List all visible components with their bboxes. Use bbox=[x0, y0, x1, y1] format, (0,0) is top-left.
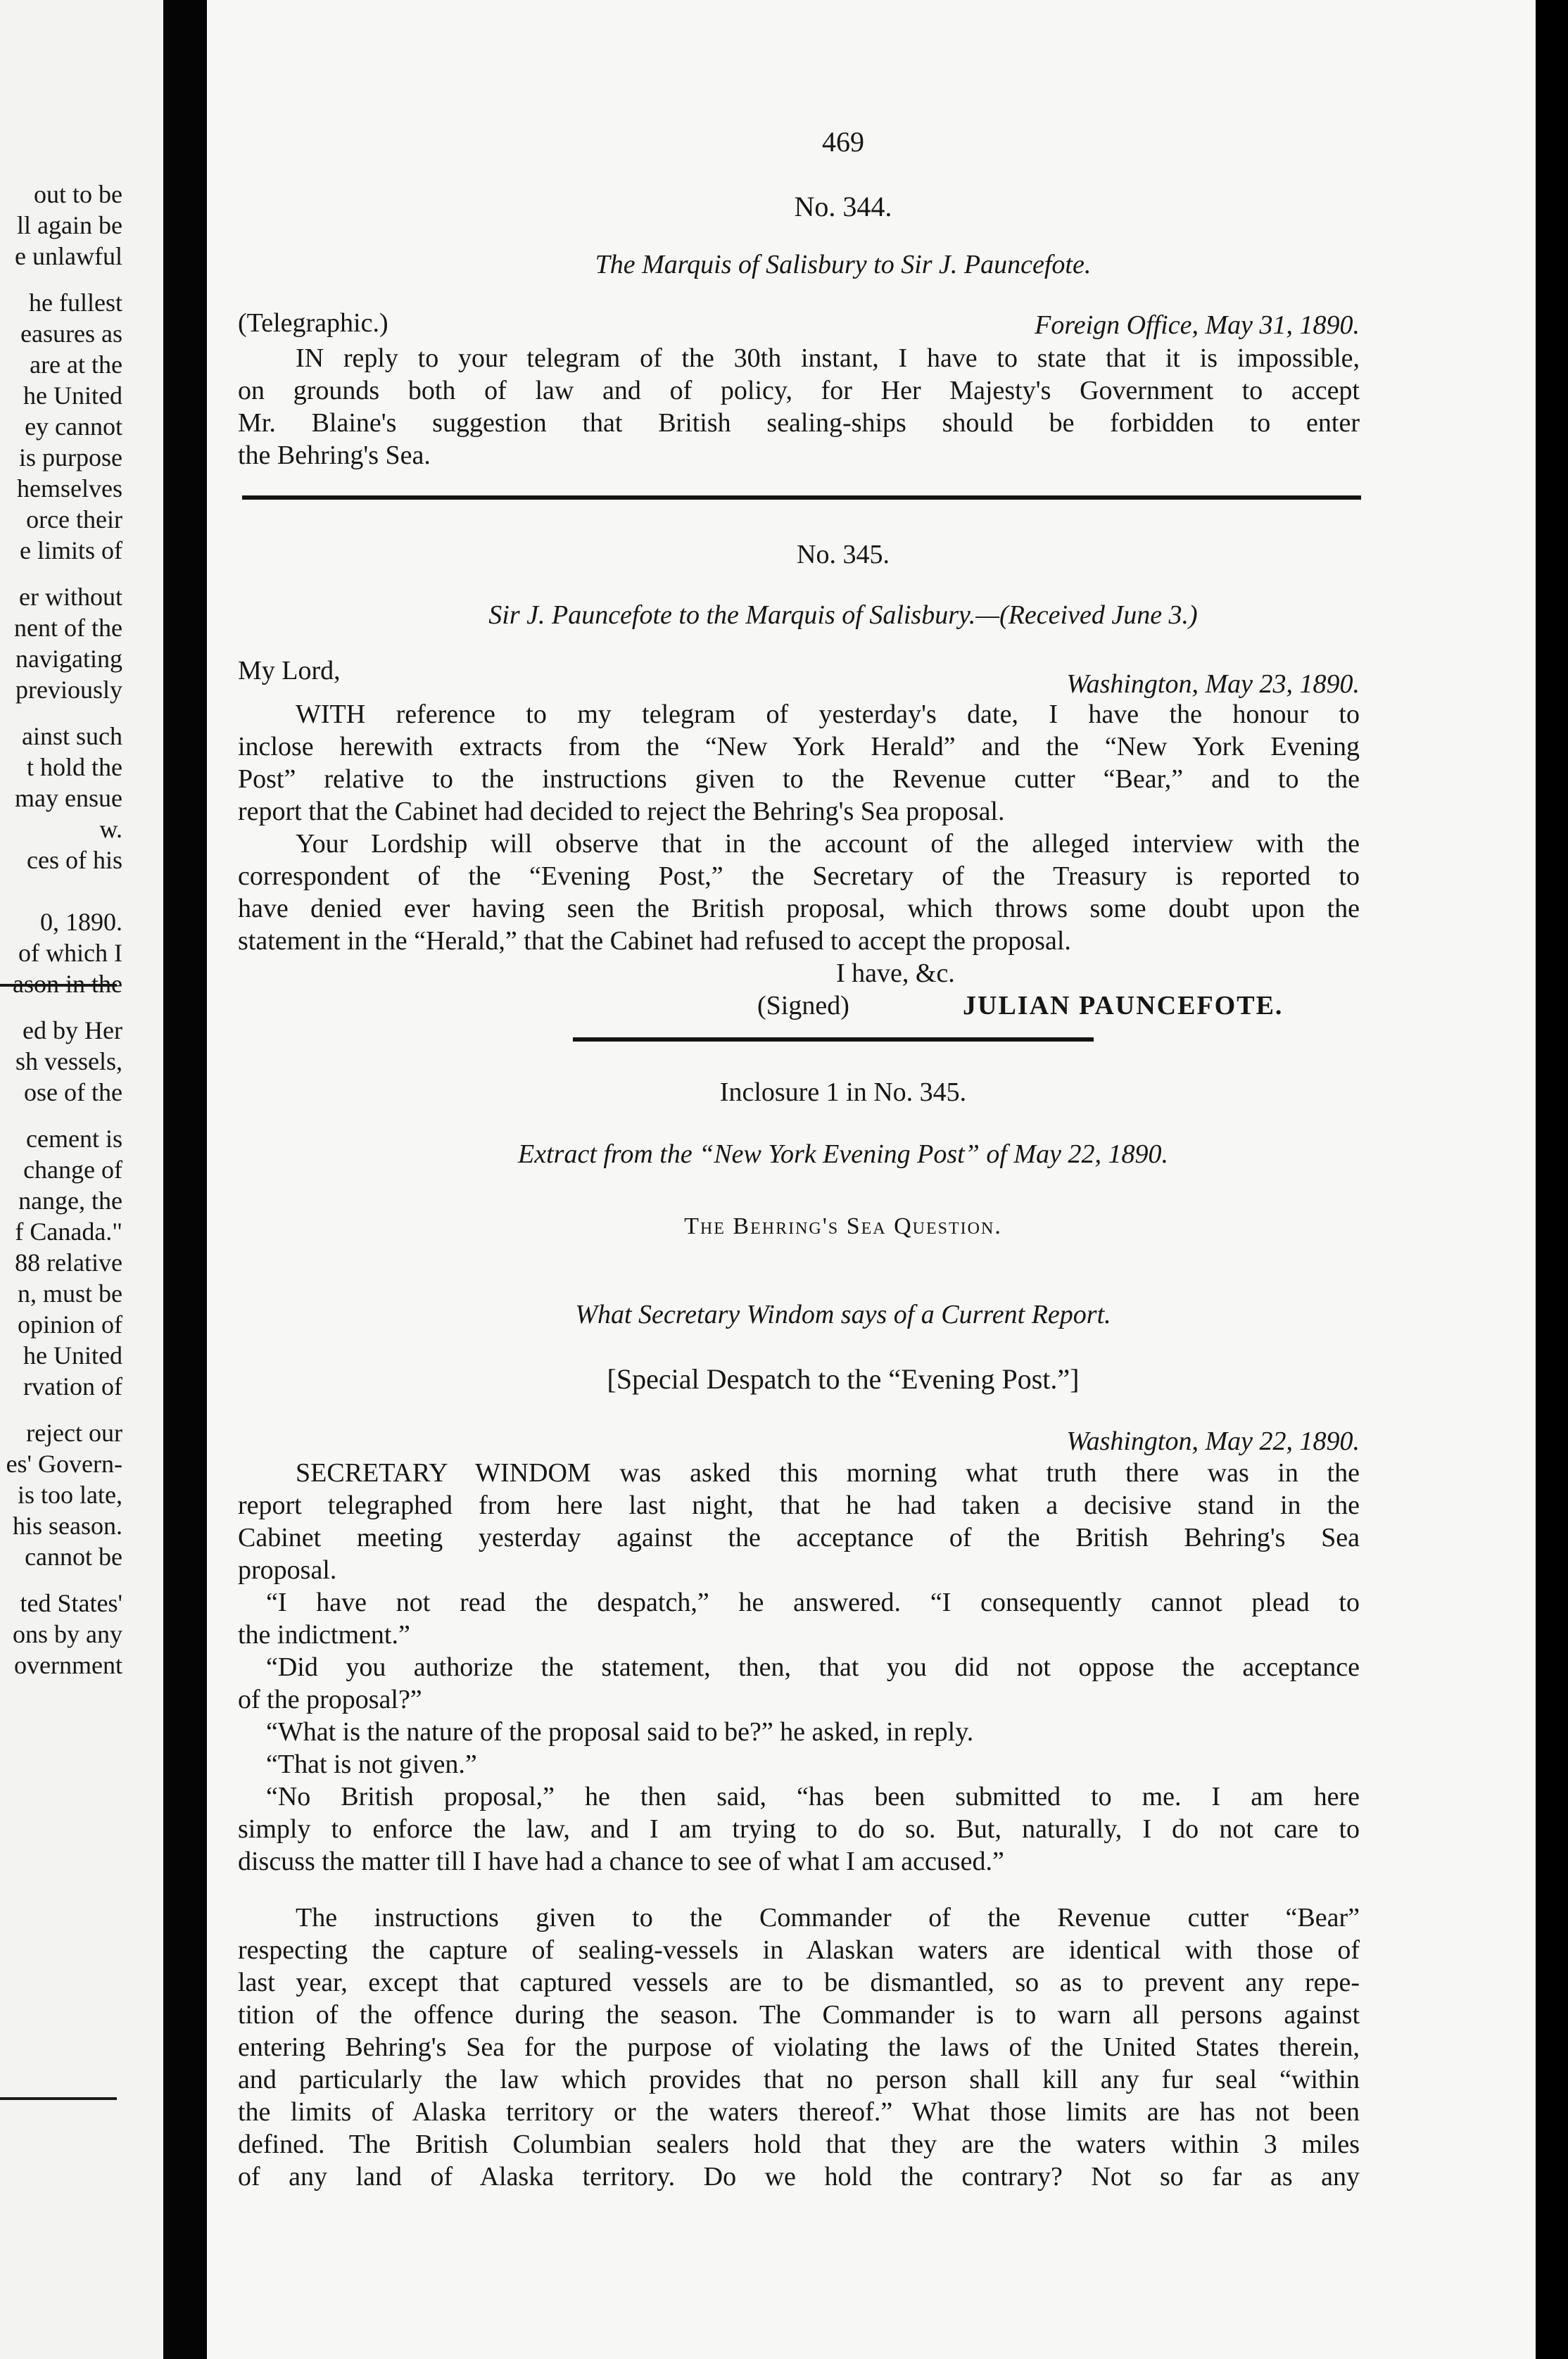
document-heading: The Marquis of Salisbury to Sir J. Pauncefote. bbox=[595, 250, 1092, 279]
despatch-note: [Special Despatch to the “Evening Post.”] bbox=[607, 1363, 1080, 1395]
left-fragment-line: is too late, bbox=[18, 1481, 122, 1509]
left-fragment-line: ainst such bbox=[22, 722, 122, 750]
body-line: The instructions given to the Commander of the Revenue cutter “Bear” bbox=[296, 1903, 1360, 1933]
body-line: report telegraphed from here last night, that he had taken a decisive stand in the bbox=[238, 1491, 1360, 1520]
body-line: “I have not read the despatch,” he answered. “I consequently cannot plead to bbox=[266, 1588, 1360, 1617]
salutation: My Lord, bbox=[238, 656, 341, 685]
body-line: of the proposal?” bbox=[238, 1685, 422, 1714]
left-fragment-line: orce their bbox=[26, 505, 122, 533]
left-fragment-line: ted States' bbox=[20, 1589, 122, 1617]
body-line: WITH reference to my telegram of yesterday's date, I have the honour to bbox=[296, 700, 1360, 729]
left-fragment-line: e limits of bbox=[20, 536, 122, 564]
left-fragment-line: es' Govern- bbox=[6, 1450, 122, 1478]
body-line: report that the Cabinet had decided to reject the Behring's Sea proposal. bbox=[238, 797, 1005, 826]
left-fragment-line: his season. bbox=[13, 1512, 122, 1540]
left-fragment-line: nange, the bbox=[18, 1187, 122, 1215]
left-fragment-line: sh vessels, bbox=[15, 1047, 122, 1075]
inclosure-title: Inclosure 1 in No. 345. bbox=[719, 1077, 967, 1107]
place-date: Washington, May 23, 1890. bbox=[1066, 669, 1360, 699]
extract-heading: Extract from the “New York Evening Post” of May 22, 1890. bbox=[518, 1139, 1168, 1169]
document-page bbox=[207, 0, 1536, 2359]
left-fragment-line: ons by any bbox=[13, 1620, 122, 1648]
body-line: have denied ever having seen the British proposal, which throws some doubt upon the bbox=[238, 894, 1360, 923]
place-date: Foreign Office, May 31, 1890. bbox=[1035, 310, 1360, 340]
left-fragment-line: he United bbox=[23, 1341, 122, 1370]
body-line: on grounds both of law and of policy, for Her Majesty's Government to accept bbox=[238, 376, 1360, 405]
left-fragment-line: of which I bbox=[18, 939, 122, 967]
subheading: What Secretary Windom says of a Current Report. bbox=[575, 1300, 1111, 1329]
left-fragment-line: cannot be bbox=[25, 1543, 122, 1571]
section-divider bbox=[573, 1037, 1094, 1042]
body-line: correspondent of the “Evening Post,” the Secretary of the Treasury is reported to bbox=[238, 861, 1360, 891]
body-line: of any land of Alaska territory. Do we hold the contrary? Not so far as any bbox=[238, 2162, 1360, 2192]
left-fragment-line: f Canada." bbox=[15, 1218, 122, 1246]
page-number: 469 bbox=[822, 126, 864, 158]
body-line: Post” relative to the instructions given to the Revenue cutter “Bear,” and to the bbox=[238, 764, 1360, 794]
document-heading: Sir J. Pauncefote to the Marquis of Salisbury.—(Received June 3.) bbox=[488, 600, 1198, 630]
section-title: The Behring's Sea Question. bbox=[684, 1213, 1002, 1239]
left-page-rule bbox=[0, 2097, 117, 2100]
left-fragment-line: nent of the bbox=[14, 614, 122, 642]
document-number: No. 345. bbox=[797, 540, 890, 569]
body-line: entering Behring's Sea for the purpose of violating the laws of the United States therein, bbox=[238, 2032, 1360, 2062]
left-fragment-line: 0, 1890. bbox=[40, 908, 122, 936]
body-line: discuss the matter till I have had a chance to see of what I am accused.” bbox=[238, 1847, 1004, 1876]
signature: JULIAN PAUNCEFOTE. bbox=[963, 991, 1284, 1020]
place-date: Washington, May 22, 1890. bbox=[1066, 1427, 1360, 1456]
closing: I have, &c. bbox=[836, 959, 955, 988]
body-line: Cabinet meeting yesterday against the acceptance of the British Behring's Sea bbox=[238, 1523, 1360, 1552]
body-line: respecting the capture of sealing-vessels in Alaskan waters are identical with those of bbox=[238, 1935, 1360, 1965]
body-line: “Did you authorize the statement, then, that you did not oppose the acceptance bbox=[266, 1652, 1360, 1682]
left-fragment-line: he United bbox=[23, 381, 122, 410]
left-fragment-line: ll again be bbox=[17, 211, 122, 239]
scan-edge bbox=[1536, 0, 1568, 2359]
signed-label: (Signed) bbox=[757, 991, 849, 1020]
left-fragment-line: easures as bbox=[20, 320, 122, 348]
left-fragment-line: w. bbox=[99, 815, 122, 843]
left-fragment-line: t hold the bbox=[27, 753, 122, 781]
body-line: simply to enforce the law, and I am trying to do so. But, naturally, I do not care to bbox=[238, 1814, 1360, 1844]
left-fragment-line: out to be bbox=[34, 180, 122, 208]
left-fragment-line: opinion of bbox=[18, 1310, 122, 1339]
left-fragment-line: ces of his bbox=[27, 846, 122, 874]
body-line: IN reply to your telegram of the 30th instant, I have to state that it is impossible, bbox=[296, 343, 1360, 373]
left-fragment-line: cement is bbox=[26, 1125, 122, 1153]
body-line: SECRETARY WINDOM was asked this morning what truth there was in the bbox=[296, 1458, 1360, 1488]
left-fragment-line: n, must be bbox=[18, 1279, 122, 1308]
left-fragment-line: change of bbox=[23, 1156, 122, 1184]
left-fragment-line: overnment bbox=[14, 1651, 122, 1679]
body-line: tition of the offence during the season. The Commander is to warn all persons against bbox=[238, 2000, 1360, 2030]
left-fragment-line: is purpose bbox=[19, 443, 122, 472]
left-fragment-line: 88 relative bbox=[15, 1248, 122, 1277]
body-line: Mr. Blaine's suggestion that British sealing-ships should be forbidden to enter bbox=[238, 408, 1360, 438]
book-gutter bbox=[163, 0, 207, 2359]
body-line: Your Lordship will observe that in the account of the alleged interview with the bbox=[296, 829, 1360, 859]
body-line: the Behring's Sea. bbox=[238, 441, 431, 470]
body-line: last year, except that captured vessels are to be dismantled, so as to prevent any repe- bbox=[238, 1968, 1360, 1997]
left-fragment-line: ed by Her bbox=[23, 1016, 122, 1044]
left-fragment-line: hemselves bbox=[17, 474, 122, 502]
adjacent-page-fragment bbox=[0, 0, 163, 2359]
left-fragment-line: ey cannot bbox=[25, 412, 122, 441]
left-fragment-line: ose of the bbox=[24, 1078, 122, 1106]
left-fragment-line: ason in the bbox=[13, 970, 122, 998]
left-fragment-line: reject our bbox=[26, 1419, 122, 1447]
body-line: the limits of Alaska territory or the waters thereof.” What those limits are has not been bbox=[238, 2097, 1360, 2127]
section-divider bbox=[242, 495, 1361, 500]
left-fragment-line: are at the bbox=[30, 350, 122, 379]
body-line: “No British proposal,” he then said, “has been submitted to me. I am here bbox=[266, 1782, 1360, 1811]
left-fragment-line: rvation of bbox=[23, 1372, 122, 1400]
body-line: proposal. bbox=[238, 1555, 337, 1585]
body-line: inclose herewith extracts from the “New York Herald” and the “New York Evening bbox=[238, 732, 1360, 761]
left-fragment-line: e unlawful bbox=[15, 242, 122, 270]
left-fragment-line: may ensue bbox=[15, 784, 122, 812]
left-fragment-line: he fullest bbox=[29, 289, 122, 317]
body-line: “What is the nature of the proposal said to be?” he asked, in reply. bbox=[266, 1717, 974, 1747]
telegraphic-label: (Telegraphic.) bbox=[238, 308, 388, 338]
body-line: “That is not given.” bbox=[266, 1750, 477, 1779]
body-line: statement in the “Herald,” that the Cabinet had refused to accept the proposal. bbox=[238, 926, 1071, 956]
document-number: No. 344. bbox=[794, 191, 892, 222]
left-fragment-line: navigating bbox=[15, 645, 122, 673]
left-fragment-line: er without bbox=[19, 583, 122, 611]
body-line: defined. The British Columbian sealers hold that they are the waters within 3 miles bbox=[238, 2130, 1360, 2159]
body-line: and particularly the law which provides that no person shall kill any fur seal “within bbox=[238, 2065, 1360, 2094]
left-fragment-line: previously bbox=[15, 676, 122, 704]
body-line: the indictment.” bbox=[238, 1620, 410, 1650]
